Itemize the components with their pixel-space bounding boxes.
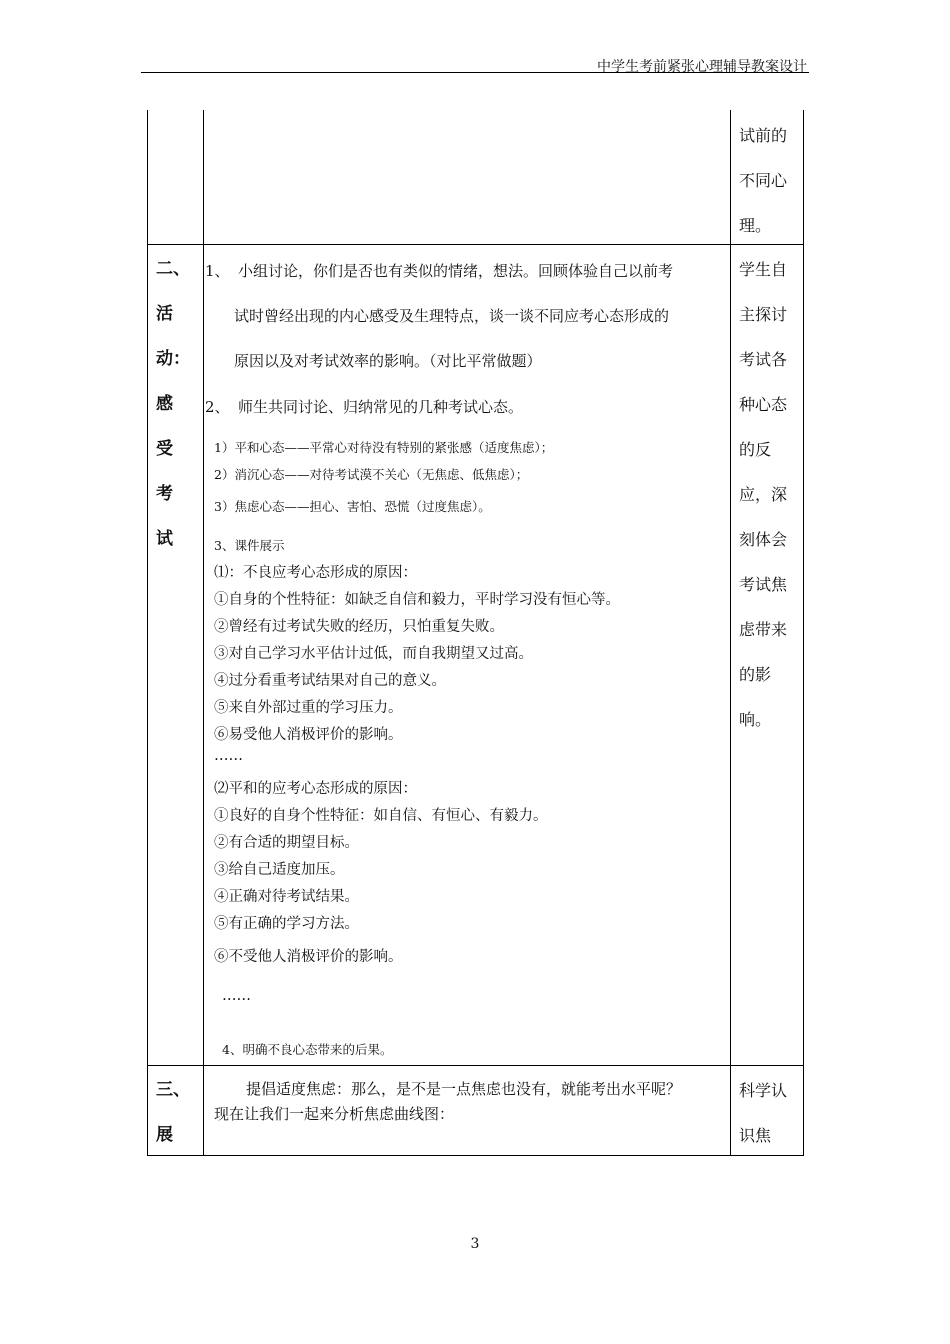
note-line: 识焦 [739, 1126, 772, 1145]
stage-char: 活 [156, 304, 173, 324]
state-anxious: 3）焦虑心态——担心、害怕、恐慌（过度焦虑）。 [214, 499, 491, 514]
row2-note [739, 247, 799, 742]
bad-reason: ①自身的个性特征：如缺乏自信和毅力，平时学习没有恒心等。 [214, 592, 620, 608]
stage-char: 受 [156, 439, 173, 459]
good-reason: ⑥不受他人消极评价的影响。 [214, 949, 403, 965]
good-reason: ④正确对待考试结果。 [214, 889, 359, 905]
item1-line1: 小组讨论，你们是否也有类似的情绪，想法。回顾体验自己以前考 [238, 262, 674, 280]
note-line: 种心态 [739, 395, 788, 414]
table-divider-2 [730, 110, 731, 1155]
note-line: 的影 [739, 665, 772, 684]
row3-note [739, 1068, 799, 1158]
bad-reason: ④过分看重考试结果对自己的意义。 [214, 673, 446, 689]
note-line: 不同心 [739, 171, 788, 190]
stage-char: 二、 [156, 259, 190, 279]
row3-line1: 提倡适度焦虑：那么，是不是一点焦虑也没有，就能考出水平呢？ [246, 1080, 682, 1098]
row3-stage-label [156, 1068, 190, 1158]
good-reason: ⑤有正确的学习方法。 [214, 916, 359, 932]
bad-reason: ③对自己学习水平估计过低，而自我期望又过高。 [214, 646, 533, 662]
row-divider-1 [147, 244, 804, 245]
item1-number: 1、 [205, 262, 230, 280]
row2-stage-label [156, 247, 190, 562]
good-title: ⑵平和的应考心态形成的原因： [214, 781, 417, 797]
table-divider-1 [203, 110, 204, 1155]
state-low: 2）消沉心态——对待考试漠不关心（无焦虑、低焦虑）； [214, 467, 529, 482]
row1-note [739, 113, 799, 248]
item1-line3: 原因以及对考试效率的影响。（对比平常做题） [234, 352, 542, 370]
good-reason: ①良好的自身个性特征：如自信、有恒心、有毅力。 [214, 808, 548, 824]
state-calm: 1）平和心态——平常心对待没有特别的紧张感（适度焦虑）； [214, 440, 554, 455]
stage-char: 展 [156, 1125, 173, 1145]
stage-char: 动： [156, 349, 190, 369]
note-line: 主探讨 [739, 305, 788, 324]
ellipsis: …… [222, 988, 251, 1004]
item3-title: 3、课件展示 [214, 538, 285, 553]
page-number: 3 [470, 1236, 480, 1252]
note-line: 刻体会 [739, 530, 788, 549]
bad-reason: ②曾经有过考试失败的经历，只怕重复失败。 [214, 619, 504, 635]
header-title: 中学生考前紧张心理辅导教案设计 [597, 59, 807, 75]
stage-char: 考 [156, 484, 173, 504]
note-line: 考试焦 [739, 575, 788, 594]
note-line: 响。 [739, 710, 772, 729]
bad-reason: ⑥易受他人消极评价的影响。 [214, 727, 403, 743]
bad-reason: ⑤来自外部过重的学习压力。 [214, 700, 403, 716]
note-line: 虑带来 [739, 620, 788, 639]
note-line: 应，深 [739, 485, 788, 504]
stage-char: 三、 [156, 1080, 190, 1100]
table-border-bottom [147, 1155, 804, 1156]
item4-text: 4、明确不良心态带来的后果。 [222, 1042, 393, 1057]
table-border-right [803, 110, 804, 1155]
note-line: 试前的 [739, 126, 788, 145]
item2-number: 2、 [205, 398, 230, 416]
note-line: 学生自 [739, 260, 788, 279]
ellipsis: …… [214, 748, 243, 764]
row3-line2: 现在让我们一起来分析焦虑曲线图： [214, 1105, 455, 1123]
stage-char: 试 [156, 529, 173, 549]
good-reason: ②有合适的期望目标。 [214, 835, 359, 851]
table-border-left [147, 110, 148, 1155]
bad-title: ⑴：不良应考心态形成的原因： [214, 565, 417, 581]
item1-line2: 试时曾经出现的内心感受及生理特点，谈一谈不同应考心态形成的 [234, 307, 670, 325]
note-line: 科学认 [739, 1081, 788, 1100]
note-line: 理。 [739, 216, 772, 235]
header-rule [141, 72, 809, 73]
good-reason: ③给自己适度加压。 [214, 862, 345, 878]
note-line: 考试各 [739, 350, 788, 369]
stage-char: 感 [156, 394, 173, 414]
item2-text: 师生共同讨论、归纳常见的几种考试心态。 [238, 398, 524, 416]
row-divider-2 [147, 1065, 804, 1066]
note-line: 的反 [739, 440, 772, 459]
